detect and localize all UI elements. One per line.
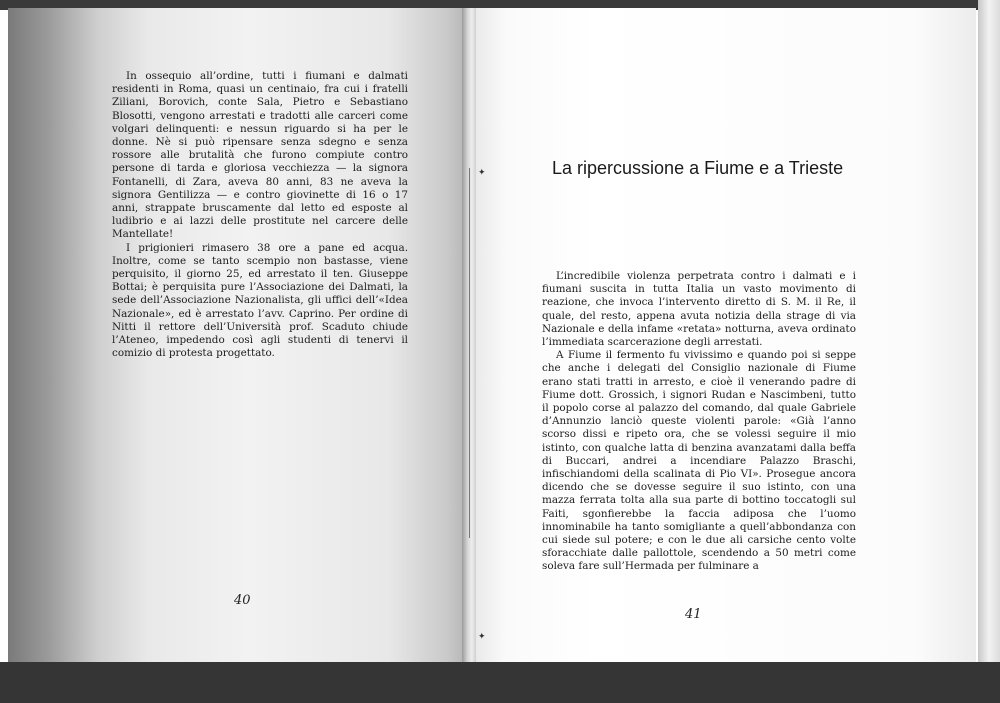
right-paragraph-1: L’incredibile violenza perpetrata contro i dalmati e i fiumani suscita in tutta Italia un vasto movimento di reazione, che invoca l’intervento diretto di S. M. il Re, il quale, del resto, appena avuta notizia della strage di via Nazionale e della infame «retata» notturna, aveva ordinato l’immediata scarcerazione degli arrestati. xyxy=(542,270,856,349)
book-gutter xyxy=(462,8,476,663)
left-page xyxy=(8,8,466,663)
scan-border-bottom xyxy=(0,662,1000,703)
left-paragraph-1: In ossequio all’ordine, tutti i fiumani e dalmati residenti in Roma, quasi un centinaio, fra cui i fratelli Ziliani, Borovich, conte Sala, Pietro e Sebastiano Blosotti, vengono arrestati e tradotti alle carceri come volgari delinquenti: e nessun riguardo si ha per le donne. Nè si può ripensare senza sdegno e senza rossore alle brutalità che furono compiute contro persone di tarda e gloriosa vecchiezza — la signora Fontanelli, di Zara, aveva 80 anni, 83 ne aveva la signora Gentilizza — e contro giovinette di 16 o 17 anni, strappate bruscamente dal letto ed esposte al ludibrio e ai lazzi delle prostitute nel carcere delle Mantellate! xyxy=(112,70,408,241)
margin-mark-upper: ✦ xyxy=(478,168,486,178)
right-page xyxy=(476,8,976,663)
left-page-text xyxy=(112,70,408,360)
spine-crease xyxy=(469,168,470,538)
left-paragraph-2: I prigionieri rimasero 38 ore a pane ed acqua. Inoltre, come se tanto scempio non bastasse, viene perquisito, il giorno 25, ed arrestato il ten. Giuseppe Bottai; è perquisita pure l’Associazione dei Dalmati, la sede dell’Associazione Nazionalista, gli uffici dell’«Idea Nazionale», ed è arrestato l’avv. Caprino. Per ordine di Nitti il rettore dell’Università prof. Scaduto chiude l’Ateneo, impedendo così agli studenti di tenervi il comizio di protesta progettato. xyxy=(112,241,408,360)
right-page-text xyxy=(542,270,856,574)
right-paragraph-2: A Fiume il fermento fu vivissimo e quando poi si seppe che anche i delegati del Consiglio nazionale di Fiume erano stati tratti in arresto, e cioè il venerando padre di Fiume dott. Grossich, i signori Rudan e Nascimbeni, tutto il popolo corse al palazzo del comando, dal quale Gabriele d’Annunzio lanciò queste violenti parole: «Già l’anno scorso dissi e ripeto ora, che se volessi seguire il mio istinto, con qualche latta di benzina avanzatami dalla beffa di Buccari, andrei a incendiare Palazzo Braschi, infischiandomi della scalinata di Pio VI». Prosegue ancora dicendo che se dovesse seguire il suo istinto, con una mazza ferrata tolta alla sua parte di bottino toccatogli sul Faiti, sgonfierebbe la faccia adiposa che l’uomo innominabile ha tanto somigliante a quell’abbondanza con cui siede sul potere; e con le due ali carsiche cento volte sforacchiate dalle pallottole, scendendo a 50 metri come soleva fare sull’Hermada per fulminare a xyxy=(542,349,856,573)
chapter-title: La ripercussione a Fiume e a Trieste xyxy=(552,158,844,178)
right-page-number: 41 xyxy=(685,607,702,622)
left-page-number: 40 xyxy=(234,593,251,608)
scan-border-right xyxy=(978,0,1000,703)
margin-mark-lower: ✦ xyxy=(478,632,486,642)
